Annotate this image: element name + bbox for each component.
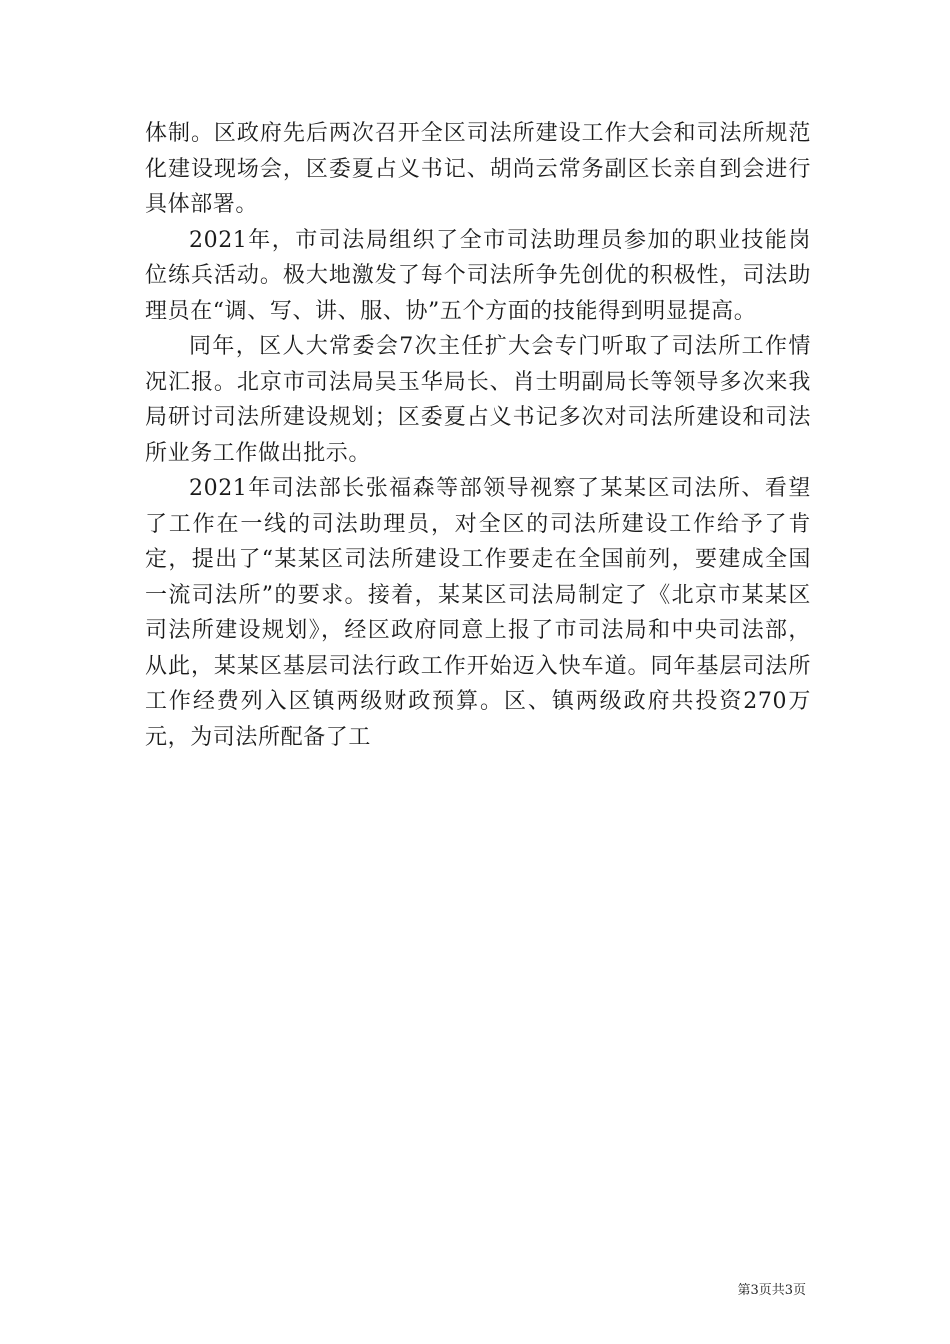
paragraph-1: 体制。区政府先后两次召开全区司法所建设工作大会和司法所规范化建设现场会，区委夏占义书记、胡尚云常务副区长亲自到会进行具体部署。 — [145, 121, 811, 217]
page-footer: 第3页共3页 — [737, 1283, 806, 1298]
paragraph-4: 2021年司法部长张福森等部领导视察了某某区司法所、看望了工作在一线的司法助理员，对全区的司法所建设工作给予了肯定，提出了“某某区司法所建设工作要走在全国前列，要建成全国一流司法所”的要求。接着，某某区司法局制定了《北京市某某区司法所建设规划》，经区政府同意上报了市司法局和中央司法部，从此，某某区基层司法行政工作开始迈入快车道。同年基层司法所工作经费列入区镇两级财政预算。区、镇两级政府共投资270万元，为司法所配备了工 — [145, 476, 811, 750]
paragraph-2: 2021年，市司法局组织了全市司法助理员参加的职业技能岗位练兵活动。极大地激发了每个司法所争先创优的积极性，司法助理员在“调、写、讲、服、协”五个方面的技能得到明显提高。 — [145, 227, 811, 324]
document-body — [145, 116, 811, 755]
paragraph-3: 同年，区人大常委会7次主任扩大会专门听取了司法所工作情况汇报。北京市司法局吴玉华局长、肖士明副局长等领导多次来我局研讨司法所建设规划；区委夏占义书记多次对司法所建设和司法所业务工作做出批示。 — [145, 334, 811, 466]
